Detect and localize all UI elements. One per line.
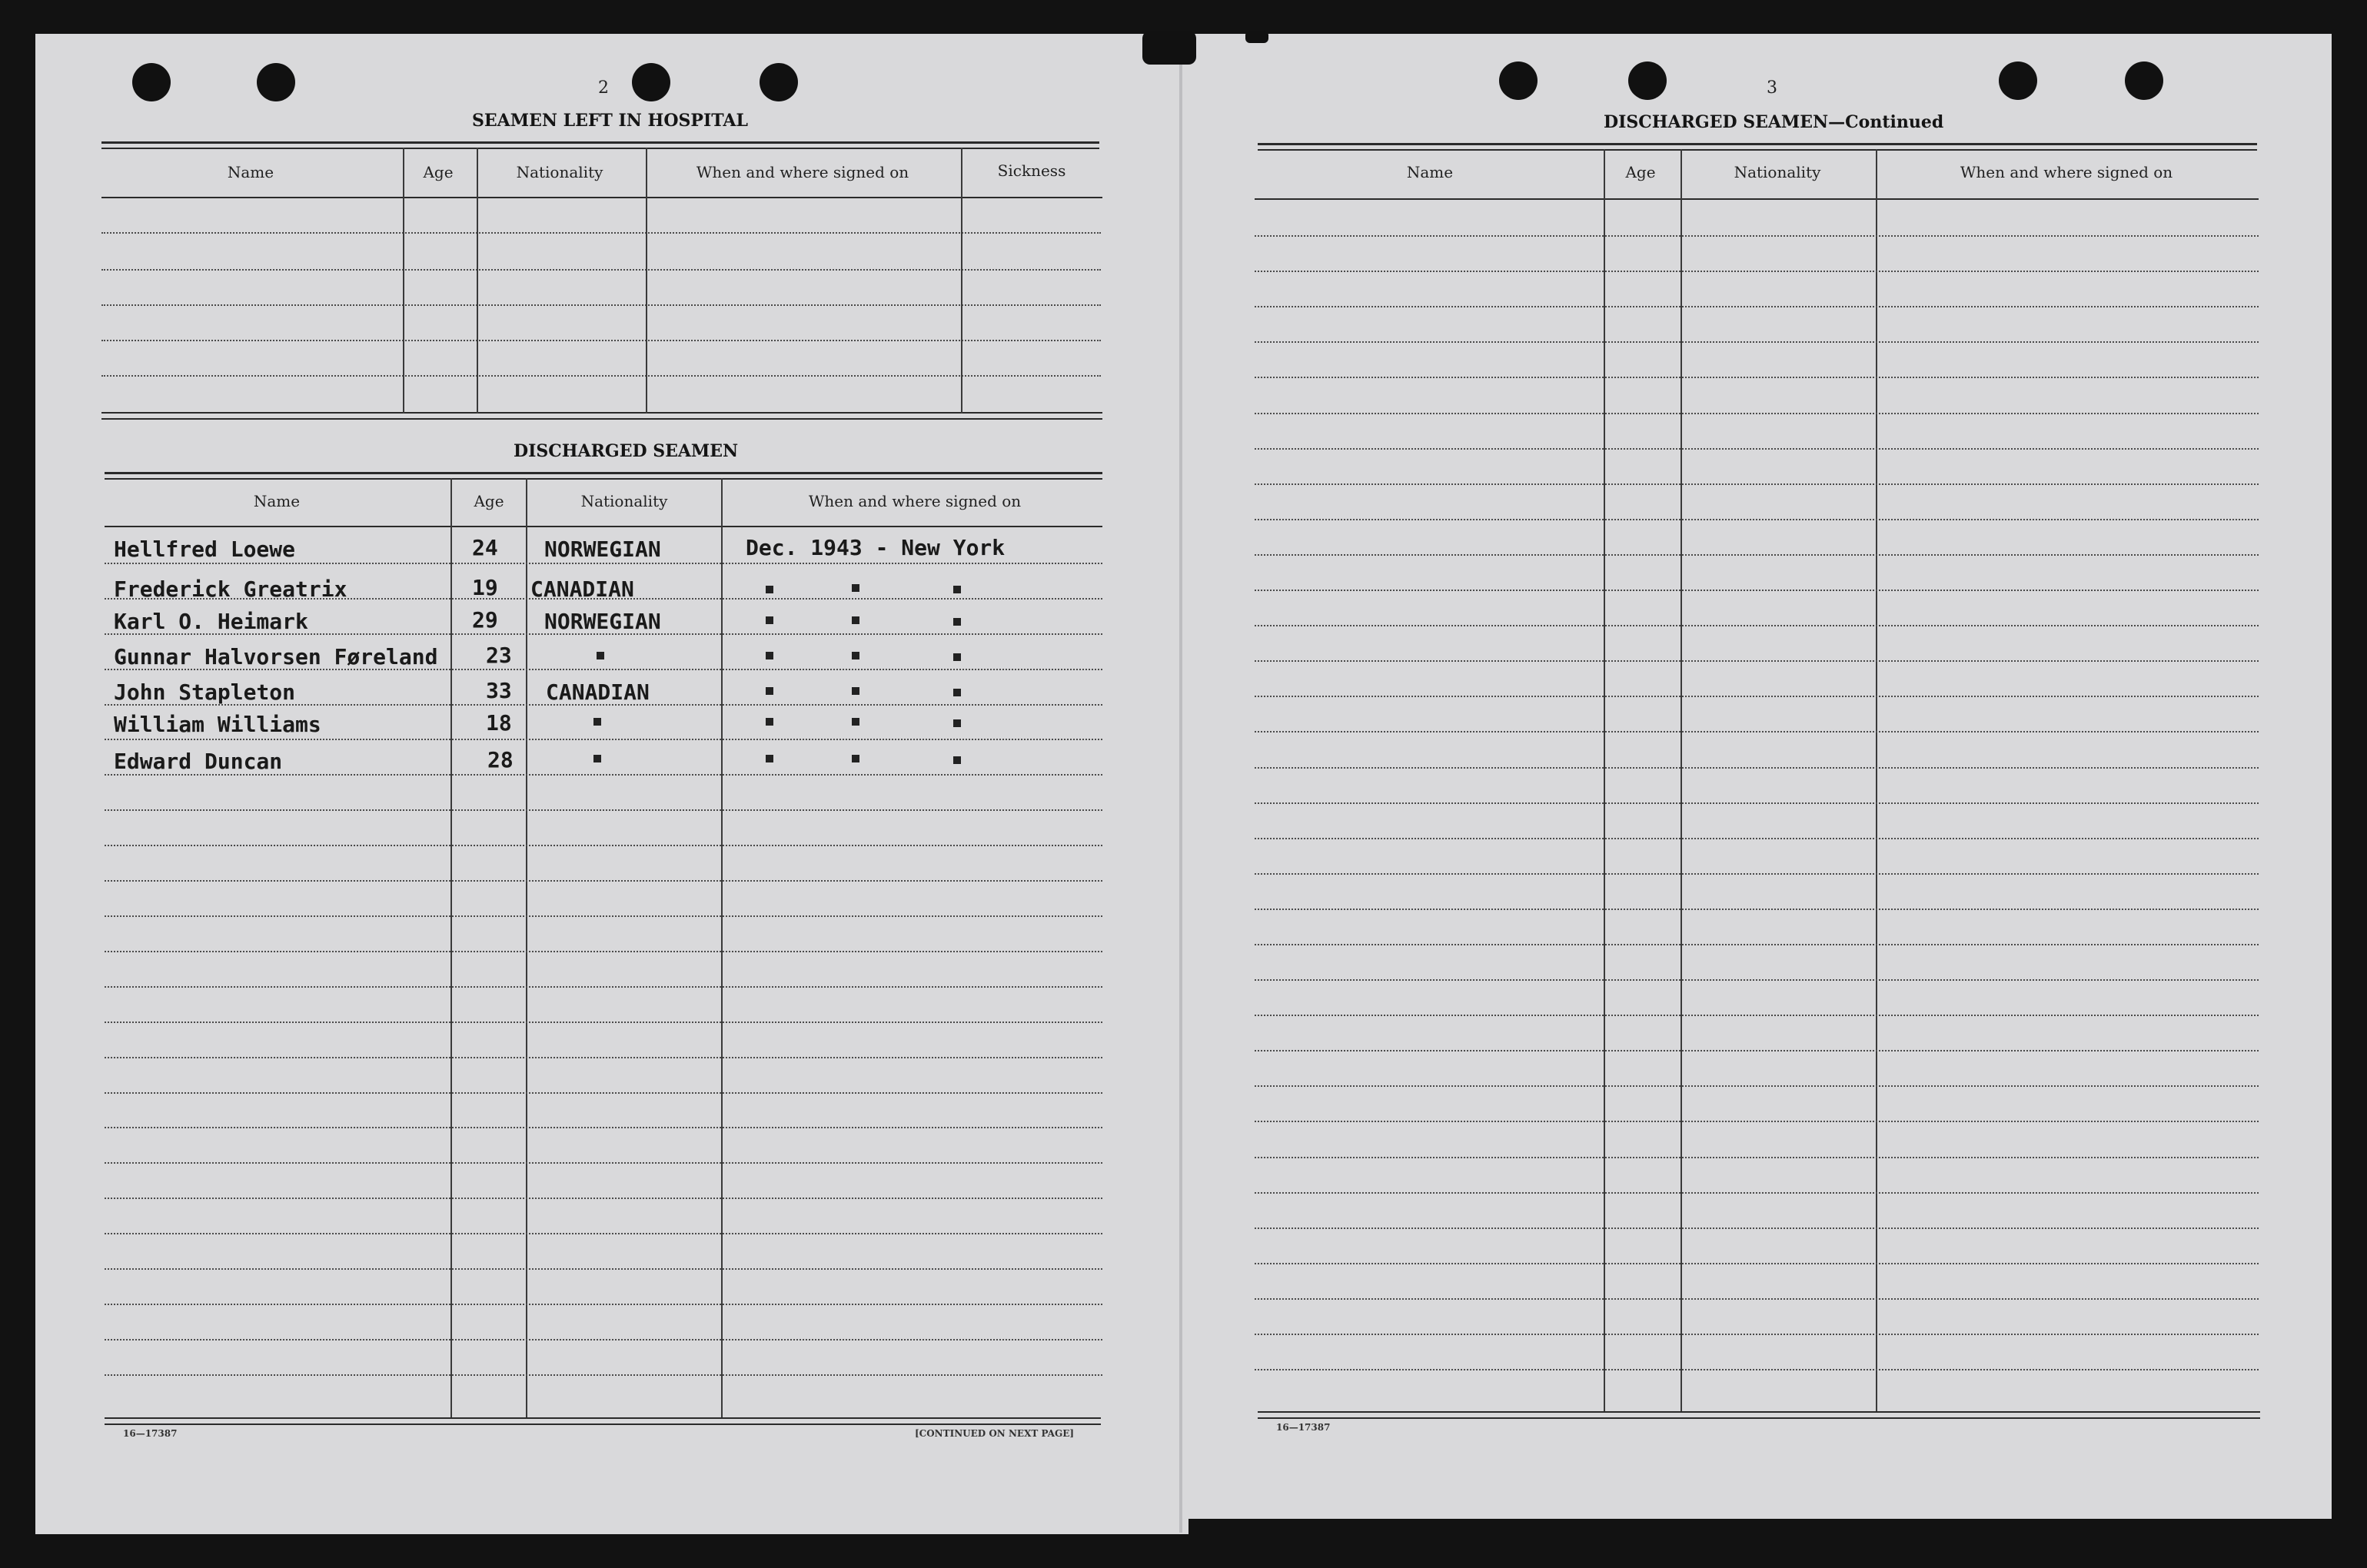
rule — [105, 526, 1102, 527]
entry-line — [1255, 1015, 2259, 1016]
table-row-nationality: CANADIAN — [546, 679, 650, 705]
ditto-mark — [766, 755, 773, 762]
entry-line — [1255, 838, 2259, 839]
column-divider — [1604, 149, 1605, 1411]
left-page-sheet — [35, 34, 1188, 1534]
ditto-mark — [766, 586, 773, 593]
ditto-mark — [766, 652, 773, 659]
form-number-right: 16—17387 — [1276, 1422, 1331, 1433]
entry-line — [1255, 306, 2259, 307]
entry-line — [105, 845, 1102, 846]
ditto-mark — [597, 652, 604, 659]
entry-line — [101, 375, 1101, 377]
discharged-continued-title: DISCHARGED SEAMEN—Continued — [1604, 112, 1944, 132]
entry-line — [1255, 731, 2259, 733]
entry-line — [1255, 271, 2259, 272]
table-row-nationality: NORWEGIAN — [544, 609, 661, 634]
discharged-col-name: Name — [253, 492, 301, 510]
table-row-age: 29 — [472, 607, 498, 633]
entry-line — [1255, 767, 2259, 769]
table-row-name: John Stapleton — [114, 679, 296, 705]
ditto-mark — [852, 652, 859, 659]
entry-line — [1255, 1050, 2259, 1051]
entry-line — [1255, 1298, 2259, 1300]
entry-line — [1255, 1369, 2259, 1370]
rule — [1258, 1417, 2260, 1419]
entry-line — [101, 340, 1101, 341]
entry-line — [101, 269, 1101, 271]
column-divider — [450, 478, 452, 1417]
discharged-col-age: Age — [474, 492, 504, 510]
column-divider — [526, 478, 527, 1417]
entry-line — [1255, 1334, 2259, 1335]
table-row-name: Hellfred Loewe — [114, 537, 296, 562]
hospital-col-name: Name — [227, 163, 274, 181]
rule — [101, 418, 1102, 420]
punch-hole — [632, 63, 670, 101]
ditto-mark — [953, 689, 961, 696]
ditto-mark — [766, 687, 773, 695]
rule — [105, 472, 1102, 474]
entry-line — [1255, 1121, 2259, 1122]
entry-line — [101, 232, 1101, 234]
ditto-mark — [852, 616, 859, 624]
column-divider — [646, 148, 647, 414]
rule — [101, 141, 1099, 144]
table-row-signed-on: Dec. 1943 - New York — [746, 535, 1006, 560]
punch-hole — [1999, 61, 2037, 100]
table-row-name: Karl O. Heimark — [114, 609, 308, 634]
rule — [1258, 1411, 2260, 1413]
entry-line — [1255, 660, 2259, 662]
table-row-age: 23 — [486, 643, 512, 668]
ink-blotch — [1245, 31, 1268, 43]
entry-line — [1255, 483, 2259, 485]
entry-line — [1255, 909, 2259, 910]
entry-line — [1255, 1192, 2259, 1194]
ditto-mark — [852, 687, 859, 695]
entry-line — [1255, 979, 2259, 981]
right-page-sheet — [1181, 34, 2332, 1519]
entry-line — [105, 951, 1102, 952]
entry-line — [105, 739, 1102, 740]
ditto-mark — [953, 756, 961, 764]
entry-line — [105, 1092, 1102, 1094]
rule — [105, 478, 1102, 480]
punch-hole — [132, 63, 171, 101]
entry-line — [1255, 590, 2259, 591]
table-row-name: Frederick Greatrix — [114, 576, 347, 602]
table-row-nationality: CANADIAN — [530, 576, 634, 602]
right-col-name: Name — [1406, 163, 1454, 181]
table-row-age: 24 — [472, 535, 498, 560]
rule — [1258, 149, 2257, 151]
entry-line — [1255, 1263, 2259, 1264]
rule — [101, 148, 1099, 149]
entry-line — [1255, 696, 2259, 697]
entry-line — [105, 563, 1102, 564]
entry-line — [1255, 235, 2259, 237]
rule — [1258, 143, 2257, 145]
ditto-mark — [766, 616, 773, 624]
entry-line — [101, 304, 1101, 306]
column-divider — [477, 148, 478, 414]
discharged-section-title: DISCHARGED SEAMEN — [514, 441, 739, 461]
page-fold — [1179, 34, 1182, 1533]
ditto-mark — [953, 719, 961, 727]
rule — [101, 412, 1102, 414]
ditto-mark — [852, 755, 859, 762]
entry-line — [1255, 377, 2259, 378]
entry-line — [1255, 341, 2259, 343]
entry-line — [105, 1198, 1102, 1199]
column-divider — [1681, 149, 1682, 1411]
entry-line — [1255, 413, 2259, 414]
punch-hole — [760, 63, 798, 101]
ditto-mark — [852, 718, 859, 726]
hospital-col-sickness: Sickness — [997, 161, 1066, 180]
punch-hole — [2125, 61, 2163, 100]
discharged-col-signed-on: When and where signed on — [808, 492, 1022, 510]
column-divider — [1876, 149, 1877, 1411]
entry-line — [1255, 519, 2259, 520]
page-number-right: 3 — [1767, 78, 1777, 98]
entry-line — [1255, 873, 2259, 875]
ink-blotch — [1142, 31, 1196, 65]
entry-line — [1255, 554, 2259, 556]
table-row-nationality: NORWEGIAN — [544, 537, 661, 562]
ditto-mark — [593, 718, 601, 726]
right-col-nationality: Nationality — [1734, 163, 1821, 181]
rule — [105, 1423, 1101, 1425]
rule — [105, 1417, 1101, 1419]
entry-line — [1255, 1227, 2259, 1229]
continued-note: [CONTINUED ON NEXT PAGE] — [915, 1428, 1075, 1439]
column-divider — [961, 148, 962, 414]
entry-line — [105, 1304, 1102, 1305]
table-row-age: 33 — [486, 678, 512, 703]
column-divider — [403, 148, 404, 414]
entry-line — [105, 915, 1102, 917]
ditto-mark — [953, 586, 961, 593]
entry-line — [1255, 802, 2259, 804]
table-row-age: 19 — [472, 575, 498, 600]
entry-line — [105, 880, 1102, 882]
ditto-mark — [953, 653, 961, 661]
entry-line — [1255, 1085, 2259, 1087]
ditto-mark — [953, 618, 961, 626]
table-row-age: 18 — [486, 710, 512, 736]
rule — [101, 197, 1102, 198]
ditto-mark — [593, 755, 601, 762]
hospital-col-signed-on: When and where signed on — [696, 163, 909, 181]
entry-line — [105, 1022, 1102, 1023]
right-col-age: Age — [1625, 163, 1656, 181]
right-col-signed-on: When and where signed on — [1960, 163, 2173, 181]
rule — [1255, 198, 2259, 200]
page-number-left: 2 — [598, 78, 609, 98]
discharged-col-nationality: Nationality — [580, 492, 668, 510]
punch-hole — [257, 63, 295, 101]
column-divider — [721, 478, 723, 1417]
table-row-name: Edward Duncan — [114, 749, 283, 774]
table-row-name: Gunnar Halvorsen Føreland — [114, 644, 438, 669]
table-row-age: 28 — [487, 747, 514, 772]
entry-line — [105, 774, 1102, 776]
entry-line — [105, 1057, 1102, 1058]
ditto-mark — [766, 718, 773, 726]
entry-line — [105, 1127, 1102, 1128]
table-row-name: William Williams — [114, 712, 321, 737]
entry-line — [105, 1374, 1102, 1376]
entry-line — [1255, 944, 2259, 945]
entry-line — [105, 1162, 1102, 1164]
entry-line — [1255, 448, 2259, 450]
entry-line — [105, 1339, 1102, 1340]
entry-line — [1255, 625, 2259, 626]
entry-line — [1255, 1157, 2259, 1158]
punch-hole — [1499, 61, 1538, 100]
entry-line — [105, 1268, 1102, 1270]
hospital-col-nationality: Nationality — [516, 163, 603, 181]
entry-line — [105, 809, 1102, 811]
punch-hole — [1628, 61, 1667, 100]
entry-line — [105, 1233, 1102, 1234]
form-number-left: 16—17387 — [123, 1428, 178, 1439]
entry-line — [105, 986, 1102, 988]
hospital-section-title: SEAMEN LEFT IN HOSPITAL — [472, 111, 748, 131]
ditto-mark — [852, 584, 859, 592]
hospital-col-age: Age — [423, 163, 454, 181]
